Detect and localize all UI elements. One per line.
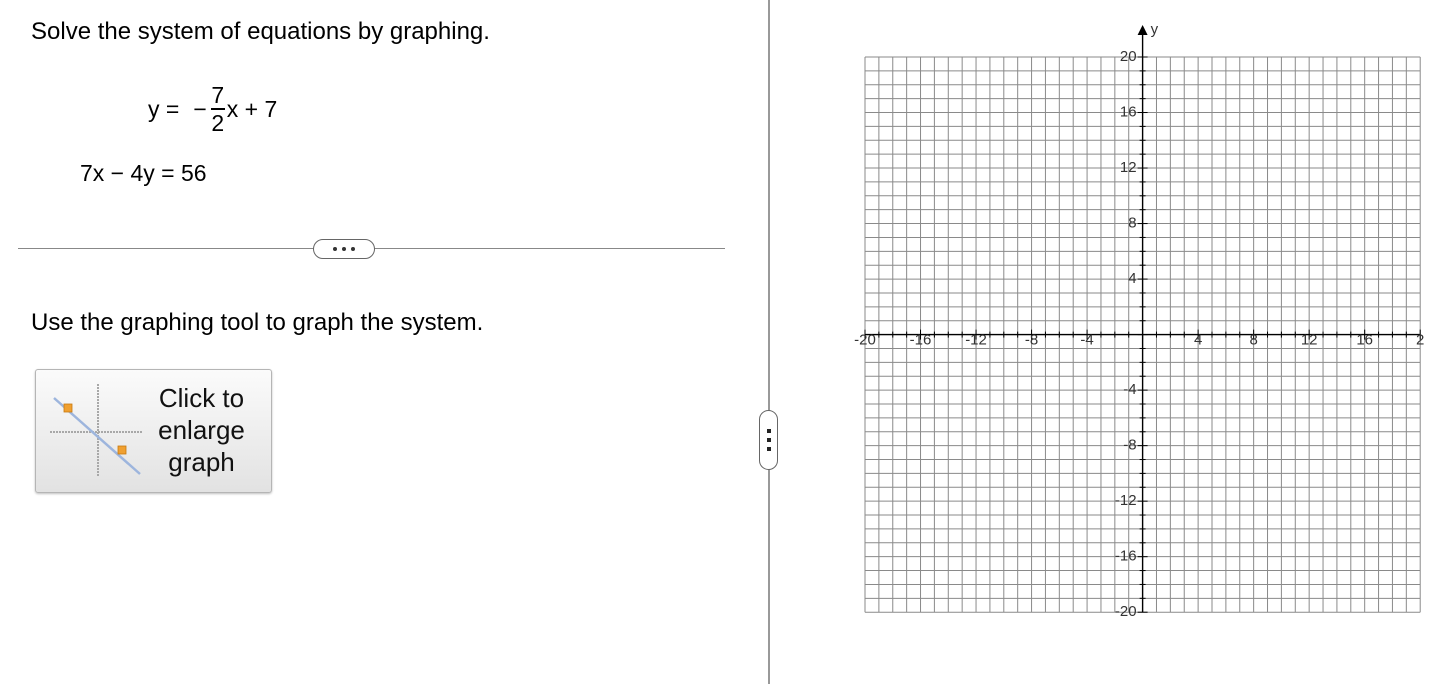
y-tick-label: 12 (1119, 159, 1137, 177)
eq1-rest: x + 7 (226, 95, 278, 122)
instruction-text: Use the graphing tool to graph the system. (31, 309, 484, 336)
y-tick-label: -16 (1114, 547, 1137, 565)
vertical-divider (768, 0, 770, 684)
x-tick-label: 16 (1356, 331, 1374, 349)
equation-2: 7x − 4y = 56 (80, 160, 207, 186)
x-tick-label: 8 (1249, 331, 1258, 349)
dot-icon (767, 447, 771, 451)
y-tick-label: -12 (1114, 492, 1137, 510)
x-tick-label: 12 (1300, 331, 1318, 349)
enlarge-graph-button[interactable] (35, 369, 272, 493)
y-tick-label: 16 (1119, 103, 1137, 121)
x-tick-label: -20 (854, 331, 876, 349)
dot-icon (342, 247, 346, 251)
panel-resize-handle[interactable] (759, 410, 778, 470)
y-axis-arrow-icon (1138, 25, 1148, 35)
dot-icon (767, 429, 771, 433)
coordinate-grid[interactable] (820, 15, 1435, 635)
eq1-numerator: 7 (211, 82, 225, 108)
enlarge-graph-label: Click to enlarge graph (158, 383, 245, 477)
eq1-fraction (211, 82, 225, 136)
x-tick-label: 2 (1416, 331, 1425, 349)
equation-1 (148, 82, 277, 136)
eq1-lhs: y = (148, 95, 180, 122)
question-title: Solve the system of equations by graphing. (31, 18, 490, 45)
dot-icon (767, 438, 771, 442)
x-tick-label: -12 (965, 331, 987, 349)
y-tick-label: 20 (1119, 47, 1137, 65)
y-tick-label: -8 (1123, 436, 1137, 454)
x-tick-label: 4 (1193, 331, 1203, 349)
eq1-denominator: 2 (211, 110, 225, 136)
x-tick-label: -16 (909, 331, 932, 349)
y-tick-label: 4 (1128, 270, 1137, 288)
y-tick-label: -4 (1123, 381, 1137, 399)
y-tick-label: -20 (1114, 603, 1137, 621)
eq1-sign: − (193, 95, 207, 122)
dot-icon (351, 247, 355, 251)
graph-thumbnail-icon (48, 382, 144, 478)
y-axis-label: y (1150, 21, 1159, 38)
x-tick-label: -8 (1024, 331, 1039, 349)
x-tick-label: -4 (1080, 331, 1094, 349)
dot-icon (333, 247, 337, 251)
expand-question-button[interactable] (313, 239, 375, 259)
y-tick-label: 8 (1128, 214, 1137, 232)
